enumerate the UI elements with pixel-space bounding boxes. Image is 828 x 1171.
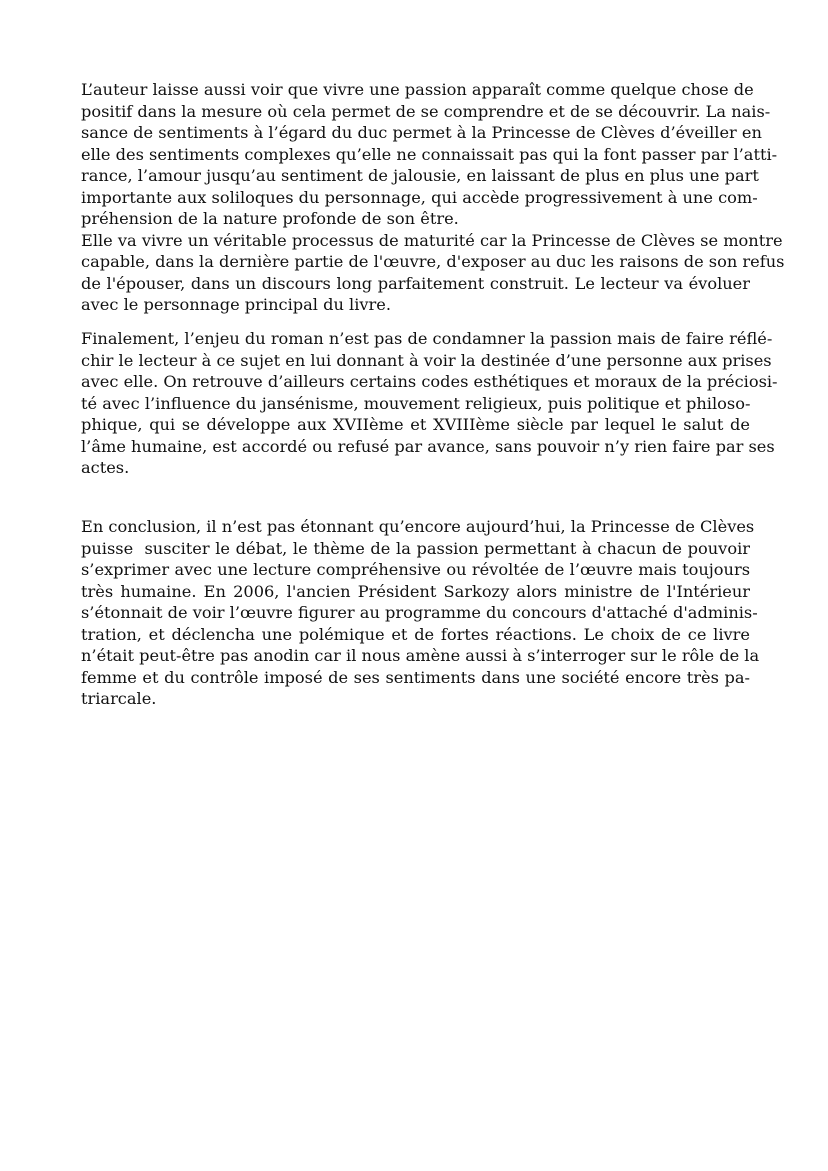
text-line: phique, qui se développe aux XVIIème et XVIIIème siècle par lequel le salut de	[81, 415, 750, 434]
text-line: de l'épouser, dans un discours long parfaitement construit. Le lecteur va évoluer	[81, 273, 750, 293]
text-line: Finalement, l’enjeu du roman n’est pas de condamner la passion mais de faire réflé-	[81, 329, 773, 348]
text-line: rance, l’amour jusqu’au sentiment de jalousie, en laissant de plus en plus une part	[81, 166, 759, 185]
text-line: très humaine. En 2006, l'ancien Président Sarkozy alors ministre de l'Intérieur	[81, 581, 750, 601]
text-line: s’étonnait de voir l’œuvre figurer au programme du concours d'attaché d'adminis-	[81, 603, 758, 622]
text-line: l’âme humaine, est accordé ou refusé par avance, sans pouvoir n’y rien faire par ses	[81, 436, 775, 456]
text-line: capable, dans la dernière partie de l'œuvre, d'exposer au duc les raisons de son refus	[81, 252, 785, 271]
text-line: Elle va vivre un véritable processus de maturité car la Princesse de Clèves se montre	[81, 230, 783, 250]
text-line: sance de sentiments à l’égard du duc permet à la Princesse de Clèves d’éveiller en	[81, 123, 762, 142]
text-line: s’exprimer avec une lecture compréhensive ou révoltée de l’œuvre mais toujours	[81, 560, 750, 579]
text-line: positif dans la mesure où cela permet de se comprendre et de se découvrir. La nais-	[81, 101, 771, 121]
text-line: chir le lecteur à ce sujet en lui donnant à voir la destinée d’une personne aux prises	[81, 350, 772, 370]
text-line: n’était peut-être pas anodin car il nous amène aussi à s’interroger sur le rôle de la	[81, 646, 760, 665]
paragraph-passion-self-discovery	[81, 79, 785, 316]
text-line: elle des sentiments complexes qu’elle ne connaissait pas qui la font passer par l’atti-	[81, 144, 778, 164]
text-line: té avec l’influence du jansénisme, mouvement religieux, puis politique et philoso-	[81, 393, 751, 413]
text-line: L’auteur laisse aussi voir que vivre une passion apparaît comme quelque chose de	[81, 80, 754, 99]
text-line: avec elle. On retrouve d’ailleurs certains codes esthétiques et moraux de la préciosi-	[81, 372, 778, 391]
text-line: En conclusion, il n’est pas étonnant qu’encore aujourd’hui, la Princesse de Clèves	[81, 517, 755, 536]
text-line: femme et du contrôle imposé de ses sentiments dans une société encore très pa-	[81, 667, 750, 687]
text-line: importante aux soliloques du personnage, qui accède progressivement à une com-	[81, 187, 758, 207]
text-line: préhension de la nature profonde de son être.	[81, 209, 459, 228]
paragraph-novel-stakes	[81, 328, 778, 479]
text-line: triarcale.	[81, 689, 157, 708]
paragraph-conclusion	[81, 516, 760, 710]
text-line: avec le personnage principal du livre.	[81, 295, 391, 314]
text-line: actes.	[81, 458, 130, 477]
text-line: tration, et déclencha une polémique et de fortes réactions. Le choix de ce livre	[81, 624, 750, 644]
text-line: puisse susciter le débat, le thème de la passion permettant à chacun de pouvoir	[81, 538, 750, 558]
